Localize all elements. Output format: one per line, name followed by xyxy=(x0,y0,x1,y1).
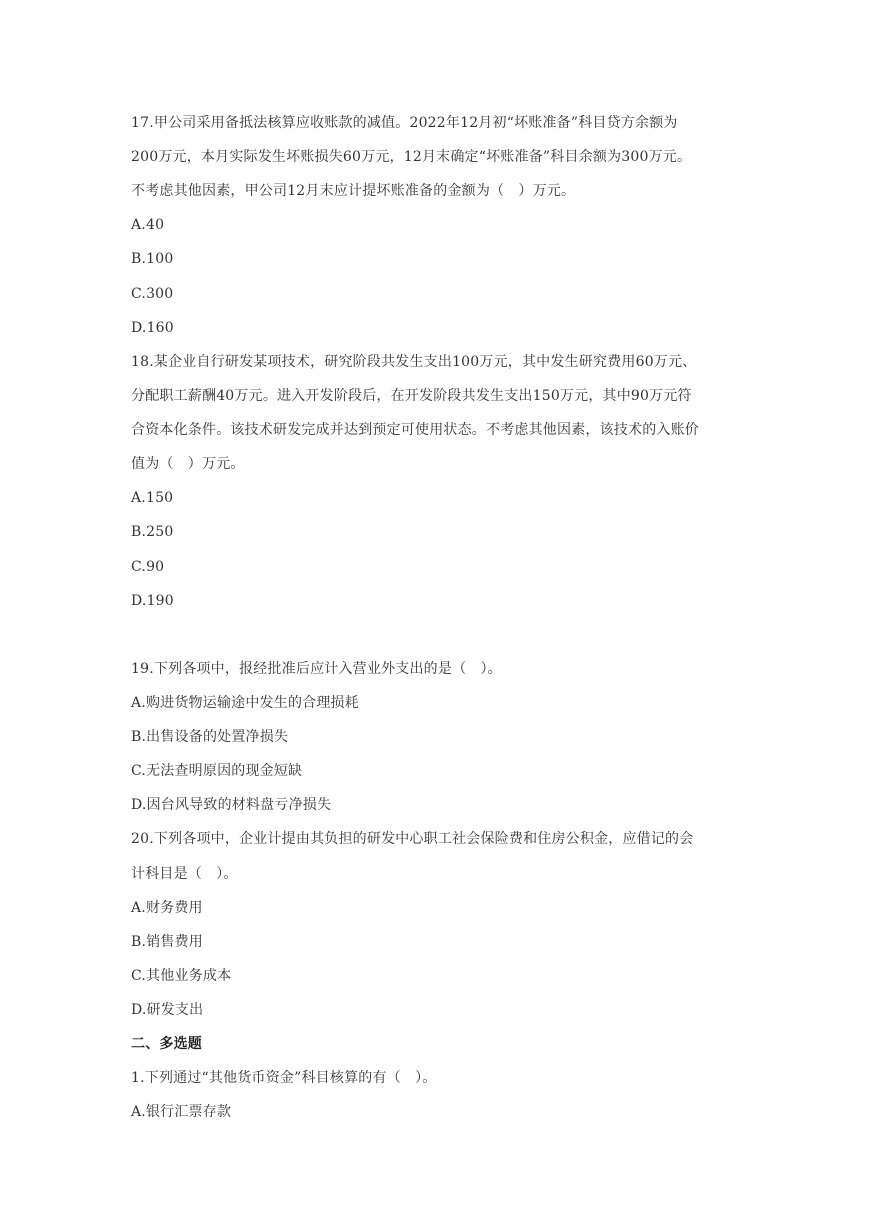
question-18-stem-line-4: 值为（ ）万元。 xyxy=(131,456,245,472)
question-18-option-b: B.250 xyxy=(131,524,174,540)
question-17-option-a: A.40 xyxy=(131,217,165,233)
question-20-option-a: A.财务费用 xyxy=(131,900,203,916)
question-19-option-a: A.购进货物运输途中发生的合理损耗 xyxy=(131,695,359,711)
question-17-stem-line-2: 200万元，本月实际发生坏账损失60万元，12月末确定“坏账准备”科目余额为300万元。 xyxy=(131,149,692,165)
mc-question-1-stem: 1.下列通过“其他货币资金”科目核算的有（ ）。 xyxy=(131,1070,437,1086)
question-20-option-d: D.研发支出 xyxy=(131,1002,204,1018)
question-17-stem-line-1: 17.甲公司采用备抵法核算应收账款的减值。2022年12月初“坏账准备”科目贷方余额为 xyxy=(131,115,678,131)
question-19-option-d: D.因台风导致的材料盘亏净损失 xyxy=(131,797,332,813)
question-18-stem-line-3: 合资本化条件。该技术研发完成并达到预定可使用状态。不考虑其他因素，该技术的入账价 xyxy=(131,422,699,438)
question-20-stem-line-2: 计科目是（ ）。 xyxy=(131,866,238,882)
mc-question-1-option-a: A.银行汇票存款 xyxy=(131,1104,232,1120)
question-18-option-d: D.190 xyxy=(131,593,174,609)
question-17-option-c: C.300 xyxy=(131,286,174,302)
question-20-option-b: B.销售费用 xyxy=(131,934,203,950)
section-heading: 二、多选题 xyxy=(131,1036,202,1052)
question-18-stem-line-2: 分配职工薪酬40万元。进入开发阶段后，在开发阶段共发生支出150万元，其中90万元符 xyxy=(131,388,692,404)
question-17-option-d: D.160 xyxy=(131,320,174,336)
question-19-option-b: B.出售设备的处置净损失 xyxy=(131,729,289,745)
question-20-stem-line-1: 20.下列各项中，企业计提由其负担的研发中心职工社会保险费和住房公积金，应借记的会 xyxy=(131,831,694,847)
question-17-option-b: B.100 xyxy=(131,251,174,267)
question-19-stem-line-1: 19.下列各项中，报经批准后应计入营业外支出的是（ ）。 xyxy=(131,661,502,677)
question-17-stem-line-3: 不考虑其他因素，甲公司12月末应计提坏账准备的金额为（ ）万元。 xyxy=(131,183,576,199)
question-18-option-a: A.150 xyxy=(131,490,174,506)
question-20-option-c: C.其他业务成本 xyxy=(131,968,232,984)
question-18-stem-line-1: 18.某企业自行研发某项技术，研究阶段共发生支出100万元，其中发生研究费用60万元、 xyxy=(131,354,697,370)
question-18-option-c: C.90 xyxy=(131,559,165,575)
question-19-option-c: C.无法查明原因的现金短缺 xyxy=(131,763,303,779)
